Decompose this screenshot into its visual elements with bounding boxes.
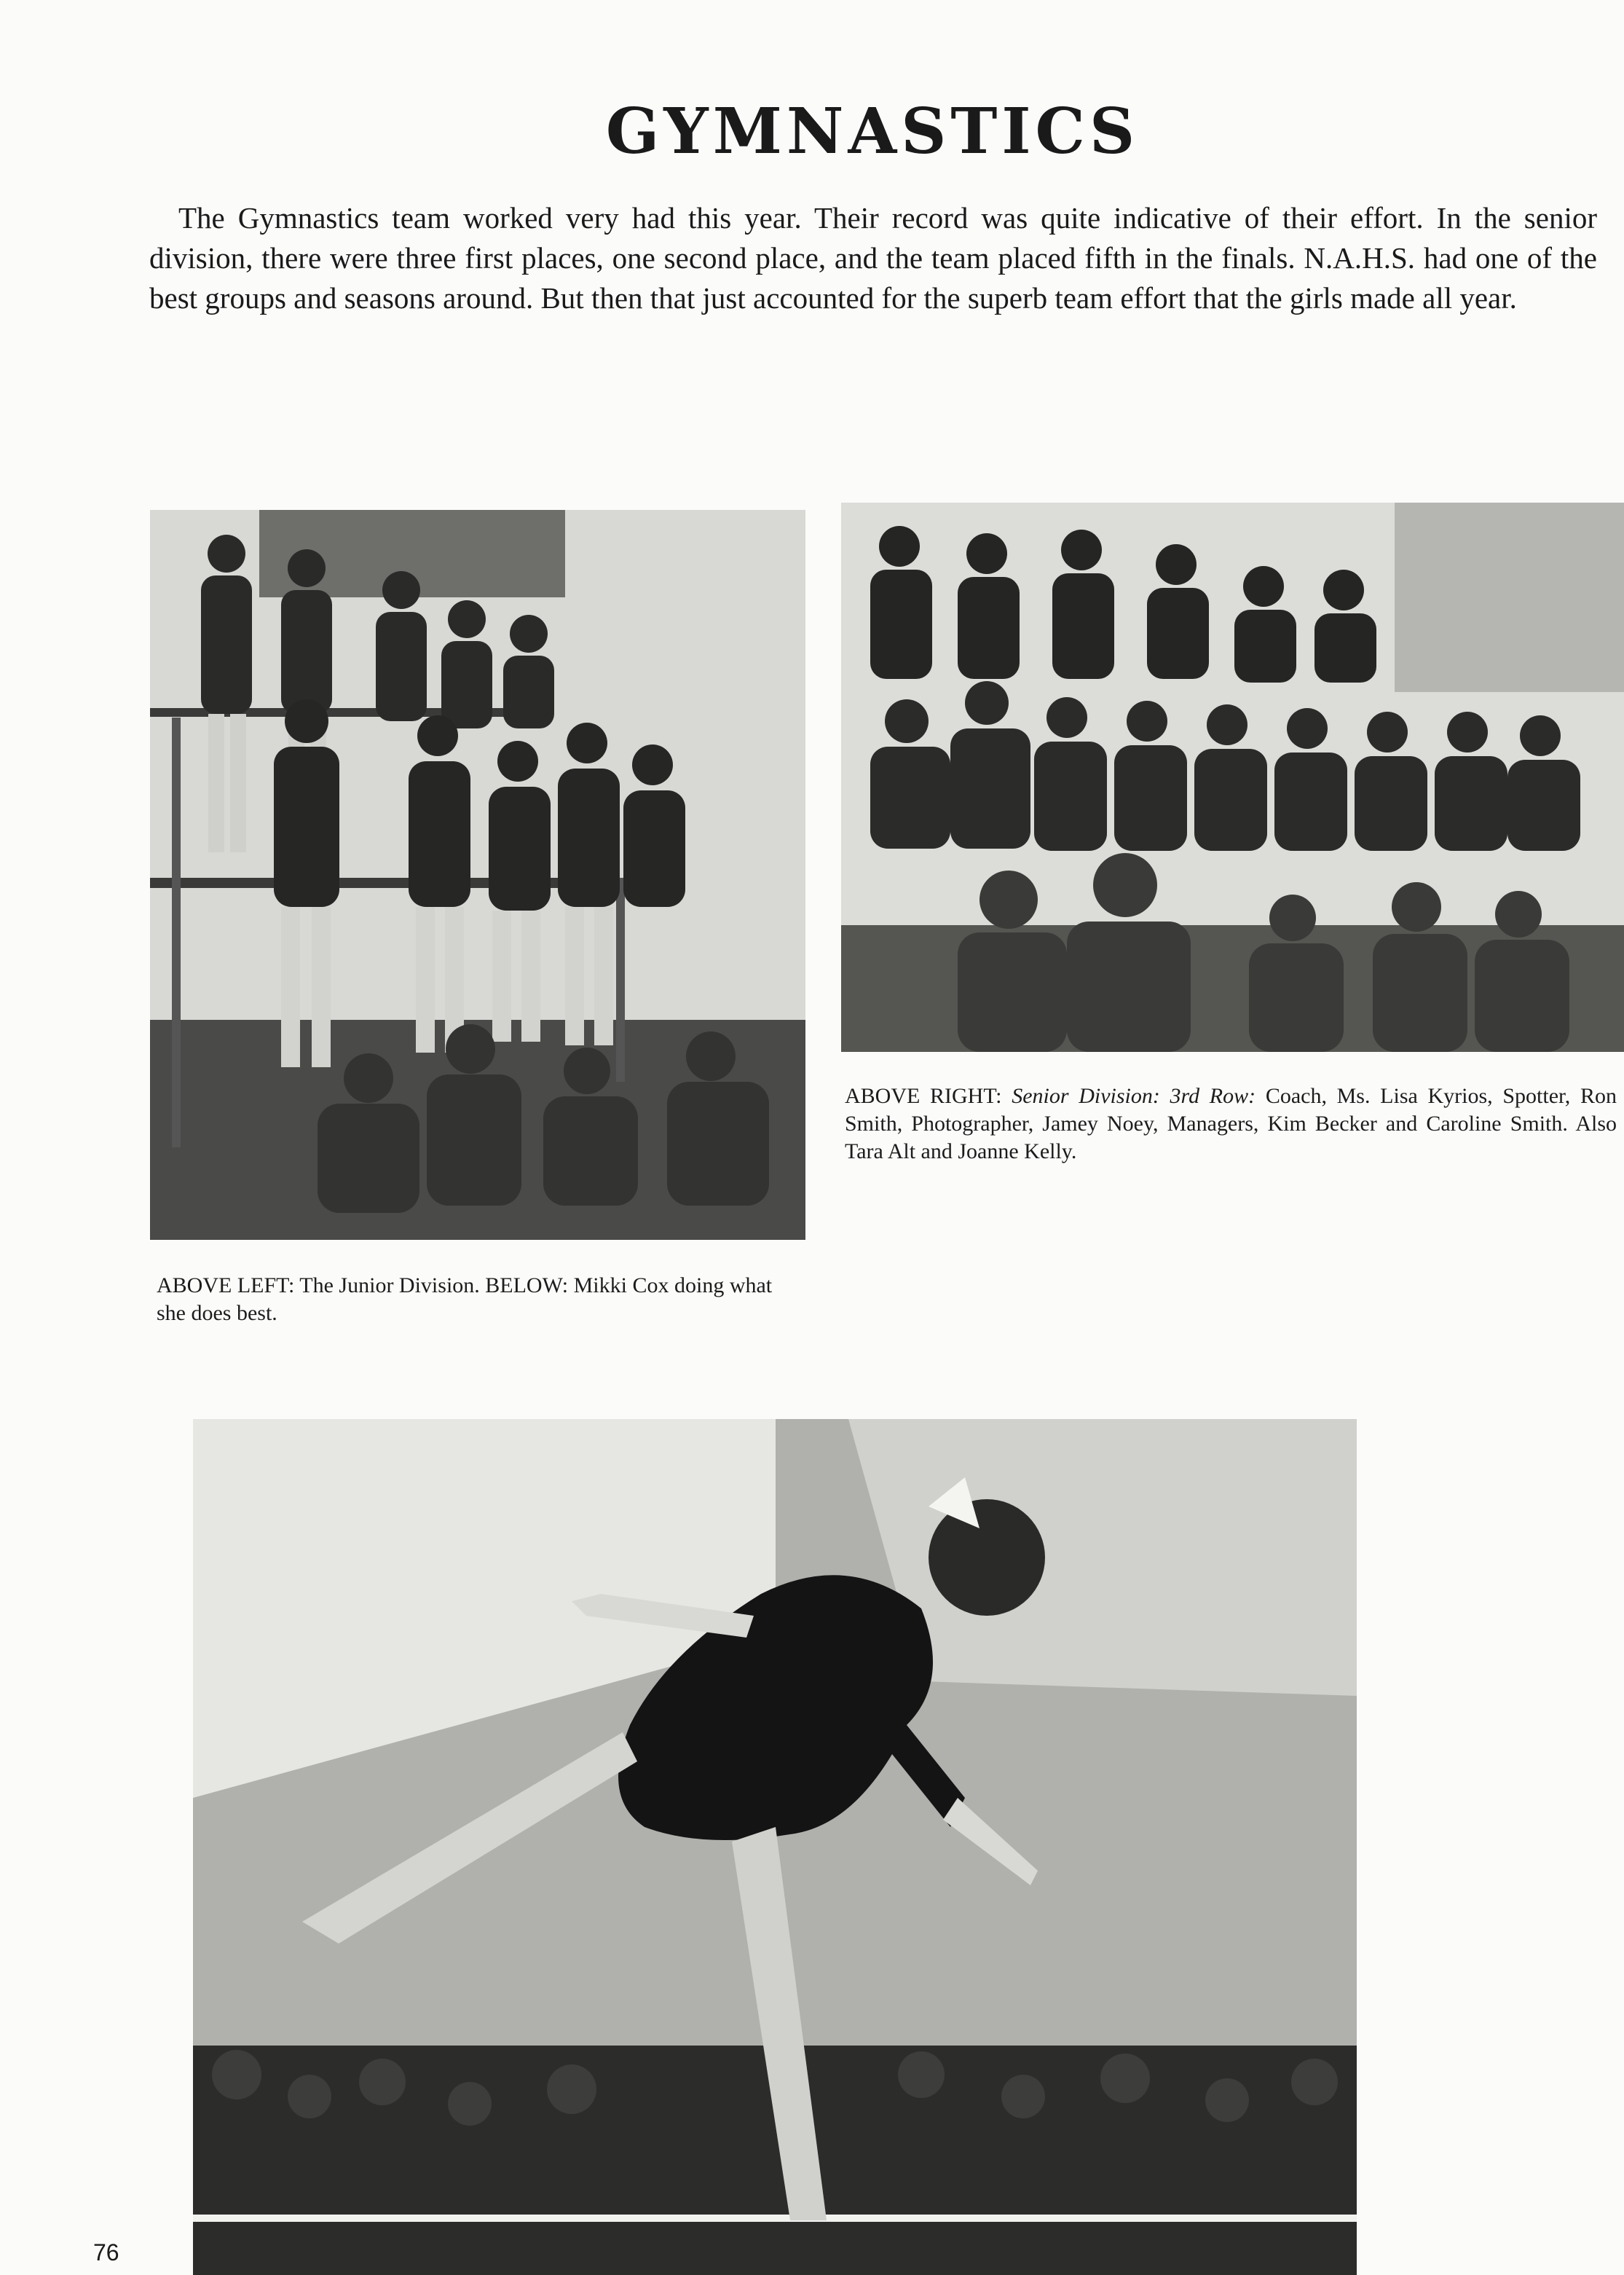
junior-division-photo bbox=[150, 510, 805, 1240]
caption-right-label: ABOVE RIGHT: bbox=[845, 1084, 1002, 1108]
caption-right-text: Coach, Ms. Lisa Kyrios, Spotter, Ron Smith, Photographer, Jamey Noey, Managers, Kim Becker and Caroline Smith. Also Tara Alt and Joanne Kelly. bbox=[845, 1084, 1617, 1163]
senior-division-caption bbox=[845, 1083, 1617, 1166]
mikki-cox-photo bbox=[193, 1419, 1357, 2275]
senior-division-photo-drawing bbox=[841, 503, 1624, 1052]
mikki-cox-photo-drawing bbox=[193, 1419, 1357, 2275]
junior-division-caption: ABOVE LEFT: The Junior Division. BELOW: Mikki Cox doing what she does best. bbox=[157, 1273, 773, 1325]
page-title: GYMNASTICS bbox=[605, 95, 1140, 168]
caption-right-italic: Senior Division: 3rd Row: bbox=[1012, 1084, 1256, 1108]
senior-division-photo bbox=[841, 503, 1624, 1052]
page-number: 76 bbox=[93, 2239, 119, 2266]
intro-paragraph: The Gymnastics team worked very had this year. Their record was quite indicative of their effort. In the senior division, there were three first places, one second place, and the team placed fifth in the finals. N.A.H.S. had one of the best groups and seasons around. But then that just accounted for the superb team effort that the girls made all year. bbox=[149, 201, 1597, 315]
junior-division-photo-drawing bbox=[150, 510, 805, 1240]
